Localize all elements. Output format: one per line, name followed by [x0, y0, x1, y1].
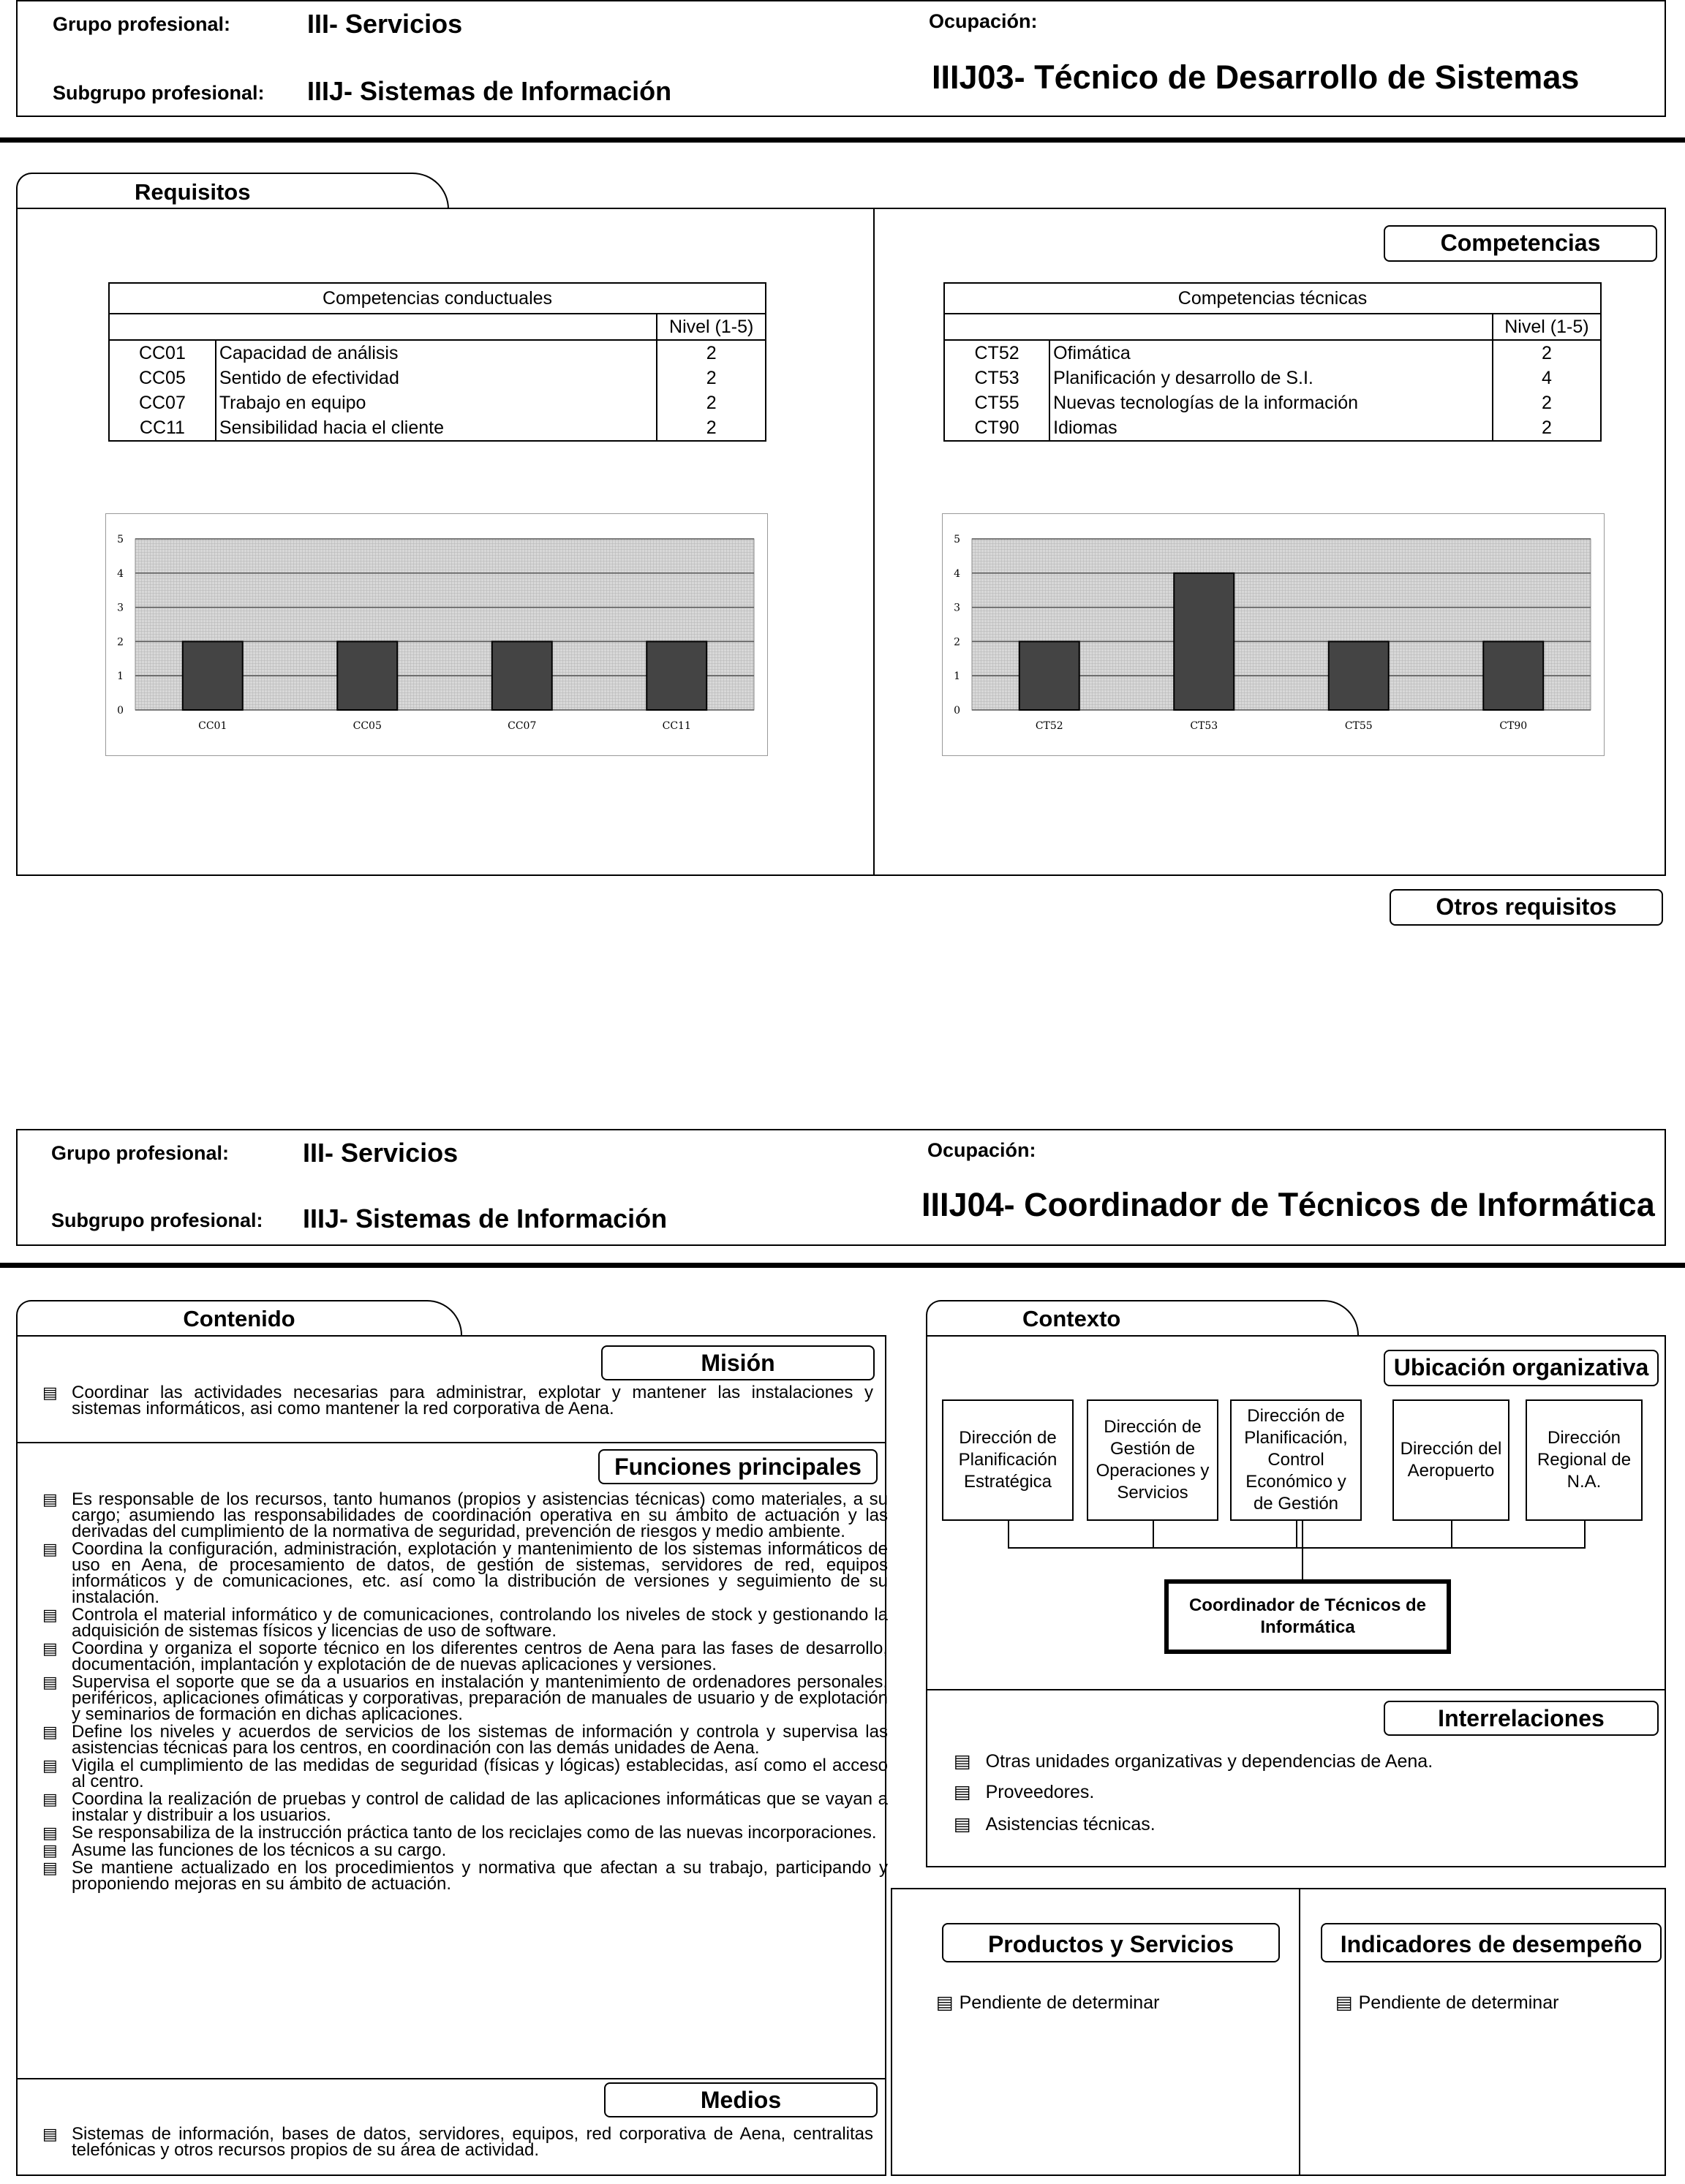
bullet-icon: ▤	[42, 1673, 58, 1691]
bar	[1019, 641, 1079, 710]
bullet-icon: ▤	[954, 1814, 971, 1835]
code-cell: CC01	[109, 340, 216, 366]
connector-line	[1302, 1521, 1303, 1579]
x-tick-label: CC07	[508, 720, 537, 732]
level-cell: 2	[657, 340, 766, 366]
contexto-divider	[927, 1689, 1665, 1690]
list-item	[39, 1840, 888, 1860]
code-cell: CC05	[109, 366, 216, 390]
contenido-divider-1	[18, 1442, 885, 1443]
conductuales-nivel-label: Nivel (1-5)	[657, 314, 766, 340]
level-cell: 4	[1493, 366, 1601, 390]
ocupacion-label: Ocupación:	[927, 1139, 1036, 1161]
list-item	[39, 1791, 888, 1824]
x-tick-label: CT52	[1035, 720, 1063, 732]
code-cell: CC11	[109, 415, 216, 441]
bullet-icon: ▤	[42, 1859, 58, 1877]
list-item	[39, 1641, 888, 1673]
ocupacion-label: Ocupación:	[929, 10, 1038, 32]
list-item-text: Se responsabiliza de la instrucción práctica tanto de los reciclajes como de las nuevas incorporaciones.	[72, 1823, 877, 1843]
y-tick-label: 2	[954, 636, 960, 649]
list-item-text: Coordinar las actividades necesarias para administrar, explotar y mantener las instalaciones y sistemas informáticos, asi como mantener la red corporativa de Aena.	[72, 1383, 873, 1418]
bullet-icon: ▤	[42, 1756, 58, 1775]
level-cell: 2	[657, 415, 766, 441]
bullet-icon: ▤	[42, 1790, 58, 1808]
bar	[1174, 573, 1234, 710]
bullet-icon: ▤	[42, 1639, 58, 1658]
funciones-list	[39, 1489, 888, 1894]
bullet-icon: ▤	[42, 1490, 58, 1508]
productos-indicadores-panel	[891, 1888, 1666, 2176]
table-row	[109, 340, 766, 366]
x-tick-label: CC05	[353, 720, 382, 732]
y-tick-label: 5	[117, 534, 124, 545]
level-cell: 2	[1493, 390, 1601, 415]
list-item-text: Coordina la configuración, administración, explotación y mantenimiento de los sistemas informáticos de uso en Aena, de procesamiento de datos, de gestión de sistemas, servidores de red, equipos informáticos y de comunicaciones, etc. así como la distribución de versiones y seguimiento de su instalación.	[72, 1539, 888, 1607]
list-item-text: Define los niveles y acuerdos de servicios de los sistemas de información y controla y supervisa las asistencias técnicas para los centros, en coordinación con las demás unidades de Aena.	[72, 1722, 888, 1758]
ocupacion-value: IIIJ03- Técnico de Desarrollo de Sistemas	[932, 58, 1580, 96]
list-item-text: Es responsable de los recursos, tanto humanos (propios y asistencias técnicas) como materiales, a su cargo; asumiendo las responsabilidades de coordinación operativa en su ámbito de actuación y las derivadas del cumplimiento de la normativa de seguridad, prevención de riesgos y medio ambiente.	[72, 1489, 888, 1541]
y-tick-label: 0	[954, 705, 960, 717]
desc-cell: Nuevas tecnologías de la información	[1049, 390, 1493, 415]
list-item	[954, 1781, 1094, 1803]
bullet-icon: ▤	[42, 1383, 58, 1402]
bullet-icon: ▤	[42, 1606, 58, 1624]
bar	[1483, 641, 1543, 710]
bar	[647, 641, 706, 710]
bar	[492, 641, 552, 710]
level-cell: 2	[657, 390, 766, 415]
bar	[1329, 641, 1389, 710]
y-tick-label: 0	[117, 705, 124, 717]
subgrupo-label: Subgrupo profesional:	[51, 1209, 263, 1231]
level-cell: 2	[1493, 340, 1601, 366]
connector-line	[1008, 1547, 1586, 1549]
x-tick-label: CT53	[1190, 720, 1218, 732]
subgrupo-label: Subgrupo profesional:	[53, 82, 265, 104]
list-item-text: Controla el material informático y de comunicaciones, controlando los niveles de stock y gestionando la adquisición de sistemas físicos y licencias de uso de software.	[72, 1605, 888, 1641]
list-item-text: Pendiente de determinar	[1358, 1992, 1559, 2013]
code-cell: CT52	[944, 340, 1049, 366]
list-item-text: Coordina y organiza el soporte técnico en los diferentes centros de Aena para las fases de desarrollo, documentación, implantación y explotación de de nuevas aplicaciones y versiones.	[72, 1639, 888, 1674]
list-item-text: Sistemas de información, bases de datos, servidores, equipos, red corporativa de Aena, centralitas telefónicas y otros recursos propios de su área de actividad.	[72, 2124, 873, 2160]
org-main-box: Coordinador de Técnicos de Informática	[1164, 1579, 1451, 1654]
bullet-icon: ▤	[42, 1723, 58, 1741]
list-item-text: Supervisa el soporte que se da a usuarios en instalación y mantenimiento de ordenadores personales, periféricos, aplicaciones ofimáticas y corporativas, preparación de manuales de usuario y de explotación y seminarios de formación en dichas aplicaciones.	[72, 1672, 888, 1724]
subgrupo-value: IIIJ- Sistemas de Información	[303, 1204, 668, 1233]
productos-item	[936, 1992, 1159, 2014]
desc-cell: Idiomas	[1049, 415, 1493, 441]
bullet-icon: ▤	[936, 1992, 954, 2013]
grupo-label: Grupo profesional:	[51, 1142, 229, 1164]
bullet-icon: ▤	[42, 1824, 58, 1842]
sheet1-header	[16, 0, 1666, 117]
y-tick-label: 1	[954, 670, 960, 683]
org-box-planificacion-control: Dirección de Planificación, Control Económico y de Gestión	[1230, 1399, 1362, 1521]
tab-contexto: Contexto	[926, 1300, 1359, 1335]
list-item	[39, 1825, 888, 1841]
connector-line	[1296, 1521, 1297, 1547]
code-cell: CT53	[944, 366, 1049, 390]
list-item-text: Se mantiene actualizado en los procedimientos y normativa que afectan a su trabajo, participando y proponiendo mejoras en su ámbito de actuación.	[72, 1858, 888, 1894]
header-rule	[0, 1263, 1685, 1268]
level-cell: 2	[1493, 415, 1601, 441]
list-item	[954, 1813, 1156, 1835]
grupo-value: III- Servicios	[303, 1138, 459, 1168]
contenido-divider-2	[18, 2078, 885, 2079]
chart-tecnicas	[943, 514, 1604, 755]
code-cell: CT90	[944, 415, 1049, 441]
bar	[337, 641, 397, 710]
y-tick-label: 1	[117, 670, 124, 683]
list-item-text: Coordina la realización de pruebas y control de calidad de las aplicaciones informáticas que se vayan a instalar y distribuir a los usuarios.	[72, 1789, 888, 1825]
conductuales-title: Competencias conductuales	[109, 283, 766, 314]
connector-line	[1008, 1521, 1009, 1547]
table-row	[109, 415, 766, 441]
chart-tecnicas-frame	[942, 513, 1605, 756]
panel-divider-vertical	[873, 209, 875, 876]
y-tick-label: 3	[954, 602, 960, 614]
connector-line	[1153, 1521, 1154, 1547]
code-cell: CT55	[944, 390, 1049, 415]
list-item	[39, 1607, 888, 1639]
list-item	[39, 1541, 888, 1606]
org-box-planificacion-estrategica: Dirección de Planificación Estratégica	[942, 1399, 1074, 1521]
list-item	[39, 1860, 888, 1892]
bar	[183, 641, 243, 710]
tab-requisitos: Requisitos	[16, 173, 449, 209]
list-item	[39, 1724, 888, 1756]
list-item-text: Pendiente de determinar	[959, 1992, 1160, 2013]
mision-list	[39, 1385, 873, 1418]
otros-requisitos-title: Otros requisitos	[1390, 889, 1663, 926]
funciones-title: Funciones principales	[598, 1449, 878, 1484]
indicadores-title: Indicadores de desempeño	[1321, 1923, 1662, 1962]
list-item	[39, 1385, 873, 1417]
ubicacion-title: Ubicación organizativa	[1384, 1350, 1659, 1386]
desc-cell: Ofimática	[1049, 340, 1493, 366]
tecnicas-title: Competencias técnicas	[944, 283, 1601, 314]
tecnicas-nivel-label: Nivel (1-5)	[1493, 314, 1601, 340]
contenido-panel	[16, 1335, 886, 2176]
chart-conductuales-frame	[105, 513, 768, 756]
indicadores-item	[1335, 1992, 1558, 2014]
table-row	[109, 366, 766, 390]
code-cell: CC07	[109, 390, 216, 415]
bullet-icon: ▤	[42, 1841, 58, 1859]
list-item	[954, 1750, 1433, 1772]
table-row	[944, 366, 1601, 390]
list-item	[39, 1758, 888, 1790]
x-tick-label: CC11	[662, 720, 691, 732]
level-cell: 2	[657, 366, 766, 390]
connector-line	[1584, 1521, 1586, 1547]
list-item-text: Vigila el cumplimiento de las medidas de seguridad (físicas y lógicas) establecidas, así como el acceso al centro.	[72, 1756, 888, 1791]
ocupacion-value: IIIJ04- Coordinador de Técnicos de Informática	[921, 1186, 1655, 1223]
x-tick-label: CT90	[1499, 720, 1528, 732]
competencias-title: Competencias	[1384, 225, 1657, 262]
panel-divider-vertical	[1299, 1889, 1300, 2176]
panel-divider-horizontal	[18, 874, 1665, 876]
productos-title: Productos y Servicios	[942, 1923, 1280, 1962]
header-rule	[0, 137, 1685, 143]
y-tick-label: 2	[117, 636, 124, 649]
competencias-conductuales-table	[108, 282, 766, 442]
list-item	[39, 2126, 873, 2158]
tab-contenido: Contenido	[16, 1300, 462, 1335]
list-item-text: Otras unidades organizativas y dependencias de Aena.	[985, 1751, 1433, 1772]
grupo-value: III- Servicios	[307, 9, 463, 39]
medios-list	[39, 2126, 873, 2160]
desc-cell: Capacidad de análisis	[216, 340, 657, 366]
list-item-text: Asume las funciones de los técnicos a su cargo.	[72, 1840, 447, 1860]
table-row	[109, 390, 766, 415]
table-row	[944, 340, 1601, 366]
mision-title: Misión	[601, 1345, 875, 1380]
table-row	[944, 390, 1601, 415]
list-item	[39, 1489, 888, 1541]
bullet-icon: ▤	[954, 1751, 971, 1772]
list-item-text: Proveedores.	[985, 1782, 1095, 1802]
interrelaciones-title: Interrelaciones	[1384, 1701, 1659, 1736]
org-box-aeropuerto: Dirección del Aeropuerto	[1392, 1399, 1509, 1521]
y-tick-label: 3	[117, 602, 124, 614]
list-item-text: Asistencias técnicas.	[985, 1814, 1156, 1835]
contexto-panel	[926, 1335, 1666, 1867]
subgrupo-value: IIIJ- Sistemas de Información	[307, 76, 672, 106]
competencias-tecnicas-table	[943, 282, 1602, 442]
y-tick-label: 5	[954, 534, 960, 545]
connector-line	[1451, 1521, 1452, 1547]
desc-cell: Sensibilidad hacia el cliente	[216, 415, 657, 441]
list-item	[39, 1674, 888, 1723]
table-row	[944, 415, 1601, 441]
chart-conductuales	[106, 514, 767, 755]
org-box-regional: Dirección Regional de N.A.	[1526, 1399, 1643, 1521]
x-tick-label: CT55	[1344, 720, 1373, 732]
org-box-gestion-operaciones: Dirección de Gestión de Operaciones y Servicios	[1087, 1399, 1218, 1521]
desc-cell: Planificación y desarrollo de S.I.	[1049, 366, 1493, 390]
bullet-icon: ▤	[1335, 1992, 1353, 2013]
bullet-icon: ▤	[42, 1540, 58, 1558]
x-tick-label: CC01	[198, 720, 227, 732]
desc-cell: Sentido de efectividad	[216, 366, 657, 390]
bullet-icon: ▤	[954, 1782, 971, 1802]
sheet2-header	[16, 1129, 1666, 1246]
bullet-icon: ▤	[42, 2125, 58, 2143]
medios-title: Medios	[604, 2082, 878, 2117]
y-tick-label: 4	[954, 567, 960, 580]
desc-cell: Trabajo en equipo	[216, 390, 657, 415]
y-tick-label: 4	[117, 567, 124, 580]
grupo-label: Grupo profesional:	[53, 13, 230, 35]
